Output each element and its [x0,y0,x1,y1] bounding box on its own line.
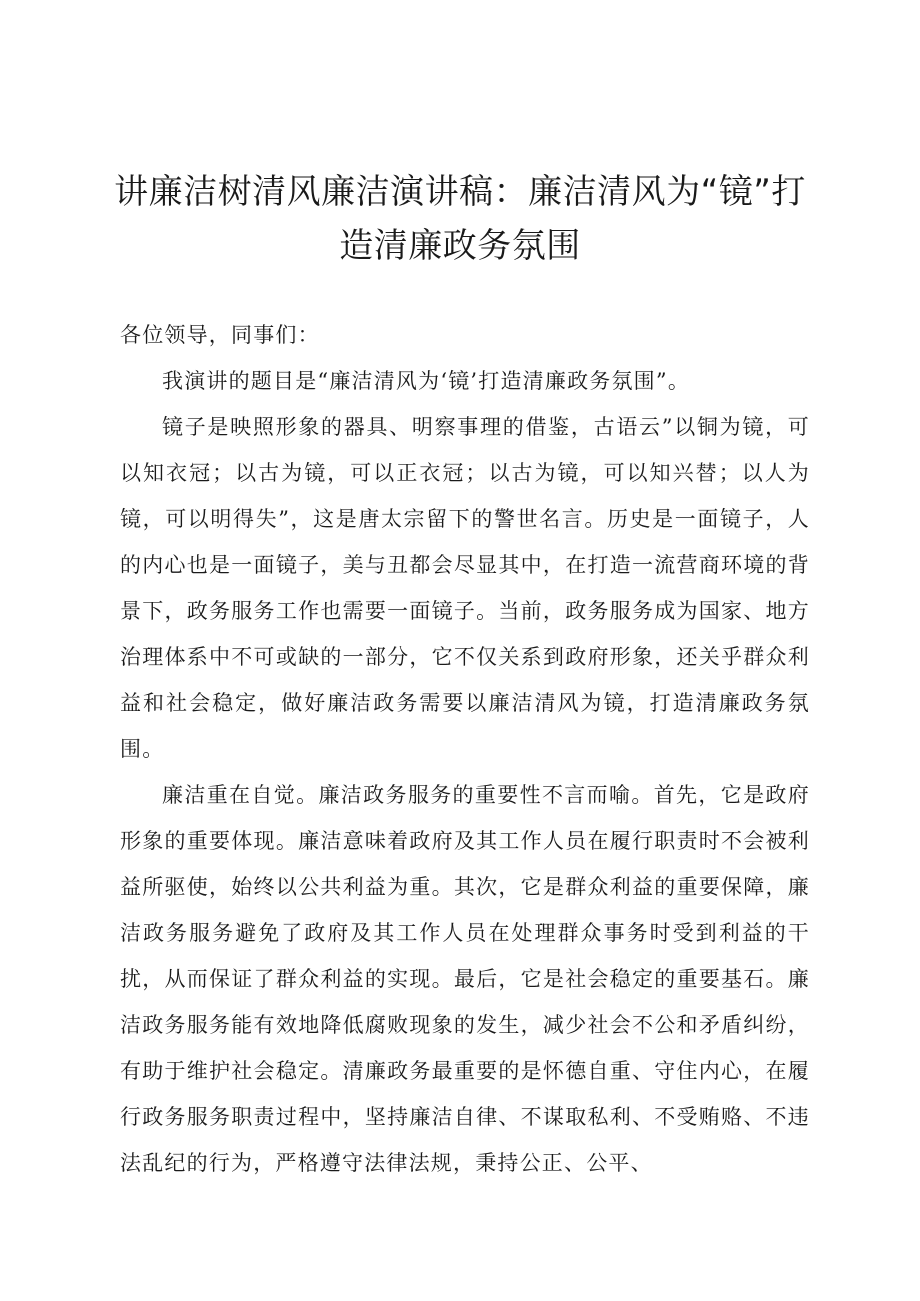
salutation: 各位领导，同事们： [120,323,320,347]
paragraph-integrity: 廉洁重在自觉。廉洁政务服务的重要性不言而喻。首先，它是政府形象的重要体现。廉洁意味着政府及其工作人员在履行职责时不会被利益所驱使，始终以公共利益为重。其次，它是群众利益的重要保障，廉洁政务服务避免了政府及其工作人员在处理群众事务时受到利益的干扰，从而保证了群众利益的实现。最后，它是社会稳定的重要基石。廉洁政务服务能有效地降低腐败现象的发生，减少社会不公和矛盾纠纷，有助于维护社会稳定。清廉政务最重要的是怀德自重、守住内心，在履行政务服务职责过程中，坚持廉洁自律、不谋取私利、不受贿赂、不违法乱纪的行为，严格遵守法律法规，秉持公正、公平、 [120,783,810,1175]
paragraph-mirror: 镜子是映照形象的器具、明察事理的借鉴，古语云”以铜为镜，可以知衣冠；以古为镜，可以正衣冠；以古为镜，可以知兴替；以人为镜，可以明得失”，这是唐太宗留下的警世名言。历史是一面镜子，人的内心也是一面镜子，美与丑都会尽显其中，在打造一流营商环境的背景下，政务服务工作也需要一面镜子。当前，政务服务成为国家、地方治理体系中不可或缺的一部分，它不仅关系到政府形象，还关乎群众利益和社会稳定，做好廉洁政务需要以廉洁清风为镜，打造清廉政务氛围。 [120,415,810,761]
document-body [120,312,810,1186]
document-title: 讲廉洁树清风廉洁演讲稿：廉洁清风为“镜”打造清廉政务氛围 [114,172,806,266]
paragraph-topic: 我演讲的题目是“廉洁清风为‘镜’打造清廉政务氛围”。 [162,369,691,393]
